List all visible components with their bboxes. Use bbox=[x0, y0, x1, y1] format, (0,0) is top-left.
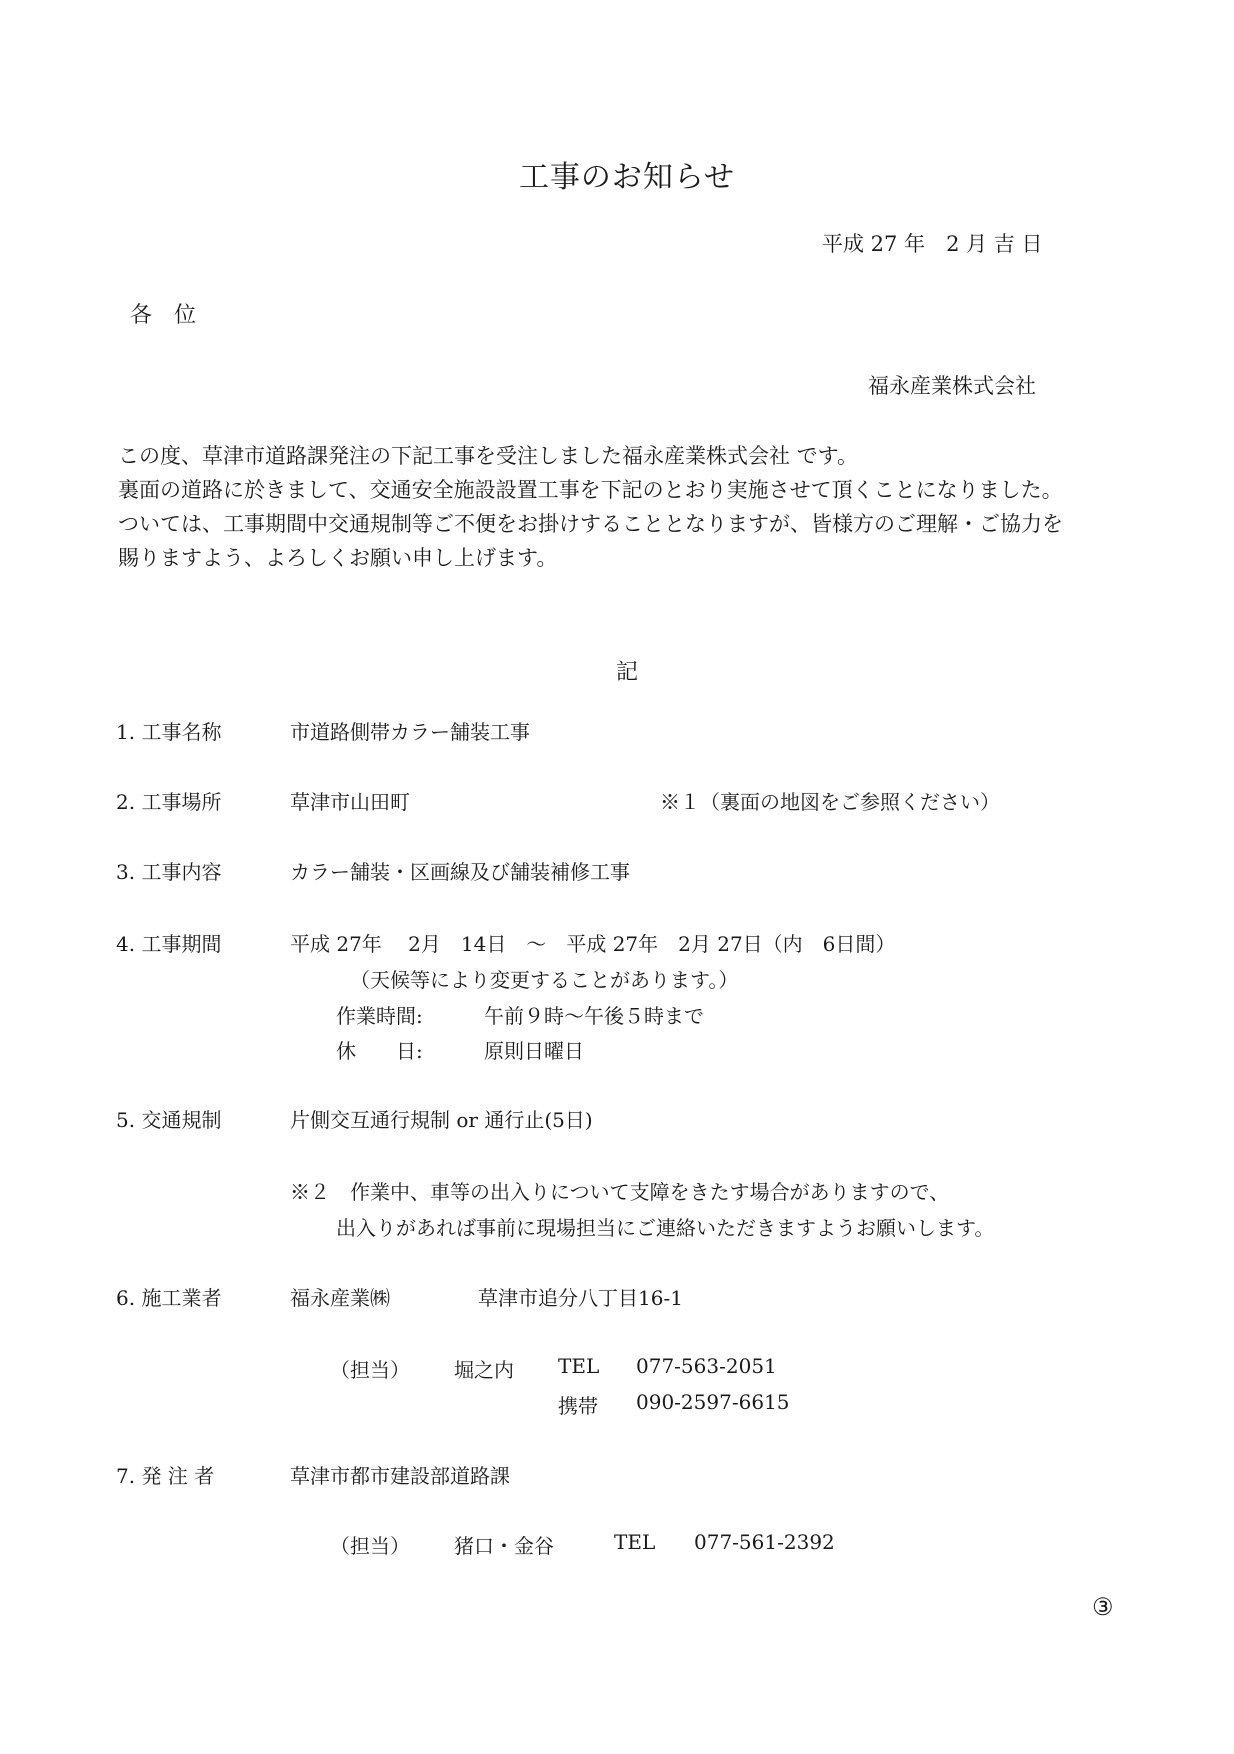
holiday-value: 原則日曜日 bbox=[484, 1039, 584, 1063]
contractor-tel: 077-563-2051 bbox=[636, 1354, 777, 1378]
sender-company: 福永産業株式会社 bbox=[868, 374, 1036, 398]
body-line-4: 賜りますよう、よろしくお願い申し上げます。 bbox=[118, 546, 558, 570]
client-contact-label: （担当） bbox=[330, 1534, 410, 1558]
body-line-3: ついては、工事期間中交通規制等ご不便をお掛けすることとなりますが、皆様方のご理解・ご協力を bbox=[118, 512, 1063, 536]
contractor-company: 福永産業㈱ bbox=[290, 1286, 390, 1310]
holiday-label: 休 日: bbox=[336, 1039, 423, 1063]
ki-heading: 記 bbox=[615, 660, 638, 685]
issue-date: 平成 27 年 2 月 吉 日 bbox=[822, 232, 1043, 256]
work-hours-value: 午前９時～午後５時まで bbox=[484, 1004, 704, 1028]
item-contractor-label: 6. 施工業者 bbox=[116, 1286, 222, 1310]
item-content-value: カラー舗装・区画線及び舗装補修工事 bbox=[290, 860, 630, 884]
contractor-mobile-label: 携帯 bbox=[558, 1394, 598, 1418]
item-period-label: 4. 工事期間 bbox=[116, 932, 222, 956]
traffic-note-line-1: ※２ 作業中、車等の出入りについて支障をきたす場合がありますので、 bbox=[290, 1180, 950, 1204]
client-tel-label: TEL bbox=[614, 1530, 656, 1554]
item-period-note: （天候等により変更することがあります。） bbox=[350, 968, 739, 992]
addressee: 各 位 bbox=[130, 303, 197, 328]
item-name-value: 市道路側帯カラー舗装工事 bbox=[290, 720, 530, 744]
client-person: 猪口・金谷 bbox=[454, 1534, 554, 1558]
contractor-person: 堀之内 bbox=[454, 1358, 514, 1382]
contractor-address: 草津市追分八丁目16-1 bbox=[478, 1286, 683, 1310]
item-content-label: 3. 工事内容 bbox=[116, 860, 222, 884]
client-value: 草津市都市建設部道路課 bbox=[290, 1464, 510, 1488]
page-number: ③ bbox=[1092, 1593, 1114, 1621]
client-tel: 077-561-2392 bbox=[694, 1530, 835, 1554]
item-period-value: 平成 27年 2月 14日 ～ 平成 27年 2月 27日（内 6日間） bbox=[290, 932, 896, 956]
contractor-contact-label: （担当） bbox=[330, 1358, 410, 1382]
contractor-tel-label: TEL bbox=[558, 1354, 600, 1378]
contractor-mobile: 090-2597-6615 bbox=[636, 1390, 790, 1414]
body-line-1: この度、草津市道路課発注の下記工事を受注しました福永産業株式会社 です。 bbox=[118, 444, 858, 468]
item-traffic-value: 片側交互通行規制 or 通行止(5日) bbox=[290, 1108, 593, 1132]
item-place-note: ※１（裏面の地図をご参照ください） bbox=[660, 790, 1000, 814]
item-traffic-label: 5. 交通規制 bbox=[116, 1108, 222, 1132]
body-line-2: 裏面の道路に於きまして、交通安全施設設置工事を下記のとおり実施させて頂くことになりました。 bbox=[118, 478, 1063, 502]
item-name-label: 1. 工事名称 bbox=[116, 720, 222, 744]
item-client-label: 7. 発 注 者 bbox=[116, 1464, 215, 1488]
item-place-value: 草津市山田町 bbox=[290, 790, 410, 814]
document-title: 工事のお知らせ bbox=[518, 160, 736, 195]
traffic-note-line-2: 出入りがあれば事前に現場担当にご連絡いただきますようお願いします。 bbox=[336, 1216, 995, 1240]
item-place-label: 2. 工事場所 bbox=[116, 790, 222, 814]
work-hours-label: 作業時間: bbox=[336, 1004, 423, 1028]
